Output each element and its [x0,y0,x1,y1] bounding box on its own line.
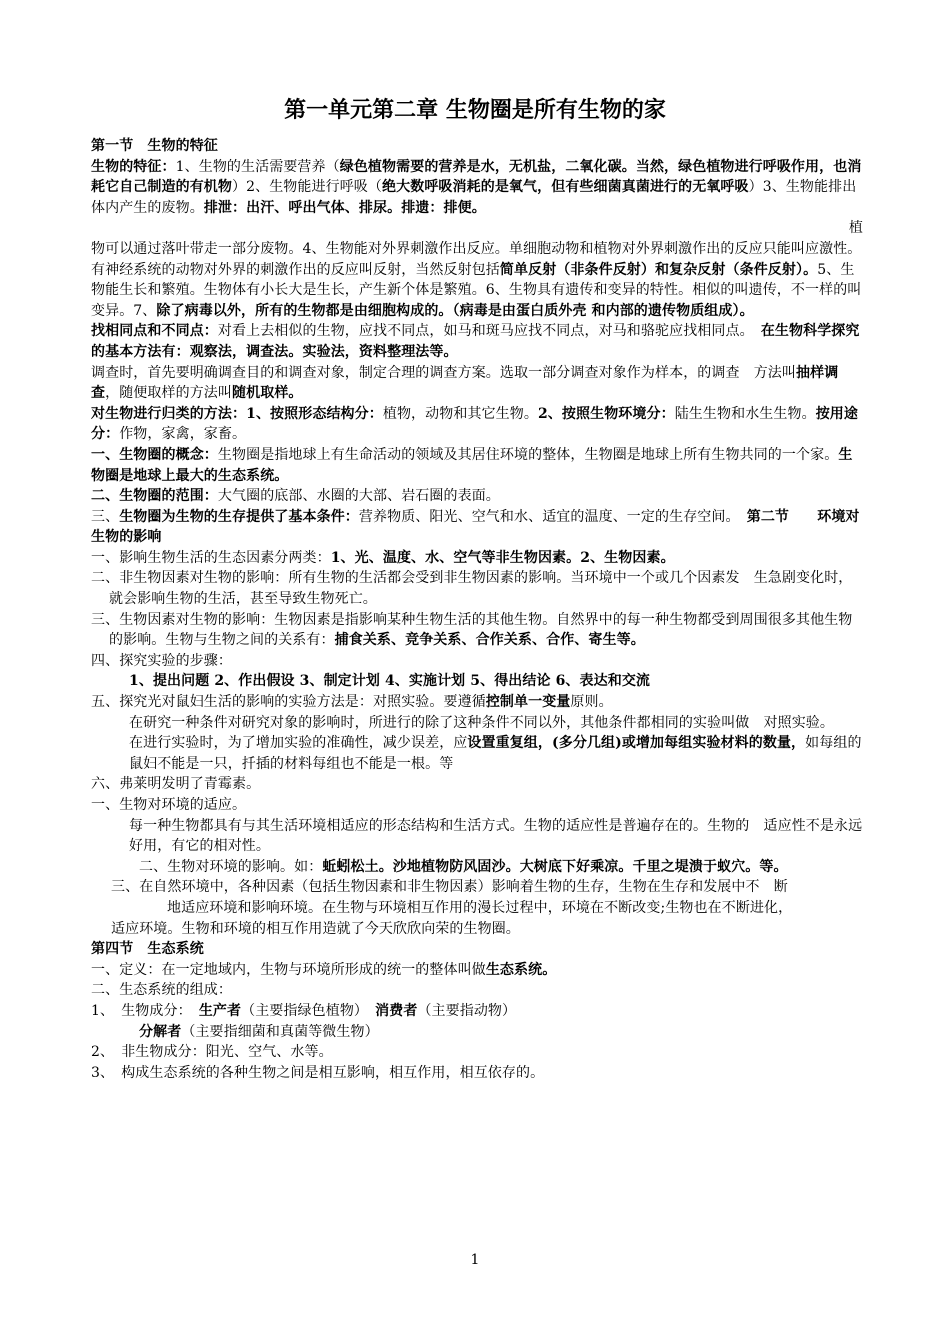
paragraph: 六、弗莱明发明了青霉素。 [91,776,261,793]
paragraph: 三、生物因素对生物的影响：生物因素是指影响某种生物生活的其他生物。自然界中的每一种生物都受到周围很多其他生物的影响。生物与生物之间的关系有：捕食关系、竞争关系、合作关系、合作、寄生等。 [91,611,853,649]
document-body [91,136,863,1083]
paragraph: 二、生态系统的组成： [91,982,232,999]
paragraph: 一、定义：在一定地域内，生物与环境所形成的统一的整体叫做生态系统。 [91,961,557,978]
paragraph: 二、生物圈的范围：大气圈的底部、水圈的大部、岩石圈的表面。 [91,488,500,505]
section-heading: 第一节 生物的特征 [91,138,218,154]
paragraph: 地适应环境和影响环境。在生物与环境相互作用的漫长过程中，环境在不断改变;生物也在不断进化， [167,899,793,916]
page-number: 1 [470,1252,480,1268]
paragraph: 对生物进行归类的方法：1、按照形态结构分：植物，动物和其它生物。2、按照生物环境分：陆生生物和水生生物。按用途分：作物，家禽，家畜。 [91,405,859,443]
paragraph: 每一种生物都具有与其生活环境相适应的形态结构和生活方式。生物的适应性是普遍存在的。生物的 适应性不是永远好用，有它的相对性。 [129,817,863,855]
paragraph: 调查时，首先要明确调查目的和调查对象，制定合理的调查方案。选取一部分调查对象作为样本，的调查 方法叫抽样调查，随便取样的方法叫随机取样。 [91,364,839,402]
paragraph: 3、 构成生态系统的各种生物之间是相互影响，相互作用，相互依存的。 [91,1064,545,1081]
paragraph: 五、探究光对鼠妇生活的影响的实验方法是：对照实验。要遵循控制单一变量原则。 [91,694,613,711]
section-heading: 第四节 生态系统 [91,941,204,958]
paragraph: 2、 非生物成分：阳光、空气、水等。 [91,1044,333,1061]
paragraph: 二、生物对环境的影响。如：蚯蚓松土。沙地植物防风固沙。大树底下好乘凉。千里之堤溃于蚁穴。等。 [139,858,788,875]
paragraph: 在研究一种条件对研究对象的影响时，所进行的除了这种条件不同以外，其他条件都相同的实验叫做 对照实验。 [129,714,834,731]
paragraph: 一、影响生物生活的生态因素分两类：1、光、温度、水、空气等非生物因素。2、生物因素。 [91,549,675,566]
paragraph: 一、生物对环境的适应。 [91,797,247,813]
paragraph: 二、非生物因素对生物的影响：所有生物的生活都会受到非生物因素的影响。当环境中一个或几个因素发 生急剧变化时，就会影响生物的生活，甚至导致生物死亡。 [91,570,853,608]
paragraph: 三、生物圈为生物的生存提供了基本条件：营养物质、阳光、空气和水、适宜的温度、一定的生存空间。 第二节 环境对生物的影响 [91,508,860,546]
paragraph: 在进行实验时，为了增加实验的准确性，减少误差，应设置重复组，(多分几组)或增加每组实验材料的数量，如每组的鼠妇不能是一只，扦插的材料每组也不能是一根。等 [129,735,862,772]
paragraph: 适应环境。生物和环境的相互作用造就了今天欣欣向荣的生物圈。 [111,920,520,937]
paragraph: 一、生物圈的概念：生物圈是指地球上有生命活动的领域及其居住环境的整体，生物圈是地球上所有生物共同的一个家。生物圈是地球上最大的生态系统。 [91,446,853,484]
paragraph: 1、提出问题 2、作出假设 3、制定计划 4、实施计划 5、得出结论 6、表达和交流 [129,673,651,690]
paragraph: 1、 生物成分： 生产者（主要指绿色植物） 消费者（主要指动物） [91,1002,517,1019]
paragraph: 植 [848,220,863,237]
paragraph: 生物的特征：1、生物的生活需要营养（绿色植物需要的营养是水，无机盐，二氧化碳。当然，绿色植物进行呼吸作用，也消耗它自己制造的有机物）2、生物能进行呼吸（绝大数呼吸消耗的是氧气，但有些细菌真菌进行的无氧呼吸）3、生物能排出体内产生的废物。排泄：出汗、呼出气体、排尿。排遗：排便。 [91,158,862,216]
page-title: 第一单元第二章 生物圈是所有生物的家 [284,98,666,123]
paragraph: 四、探究实验的步骤： [91,652,232,669]
paragraph: 分解者（主要指细菌和真菌等微生物） [139,1023,379,1040]
paragraph: 找相同点和不同点：对看上去相似的生物，应找不同点，如马和斑马应找不同点，对马和骆驼应找相同点。 在生物科学探究的基本方法有：观察法，调查法。实验法，资料整理法等。 [91,323,860,360]
paragraph: 三、在自然环境中，各种因素（包括生物因素和非生物因素）影响着生物的生存，生物在生存和发展中不 断 [111,879,788,896]
paragraph: 物可以通过落叶带走一部分废物。4、生物能对外界刺激作出反应。单细胞动物和植物对外界刺激作出的反应只能叫应激性。有神经系统的动物对外界的刺激作出的反应叫反射，当然反射包括简单反射（非条件反射）和复杂反射（条件反射）。5、生物能生长和繁殖。生物体有小长大是生长，产生新个体是繁殖。6、生物具有遗传和变异的特性。相似的叫遗传，不一样的叫变异。7、除了病毒以外，所有的生物都是由细胞构成的。（病毒是由蛋白质外壳 和内部的遗传物质组成）。 [91,240,862,319]
